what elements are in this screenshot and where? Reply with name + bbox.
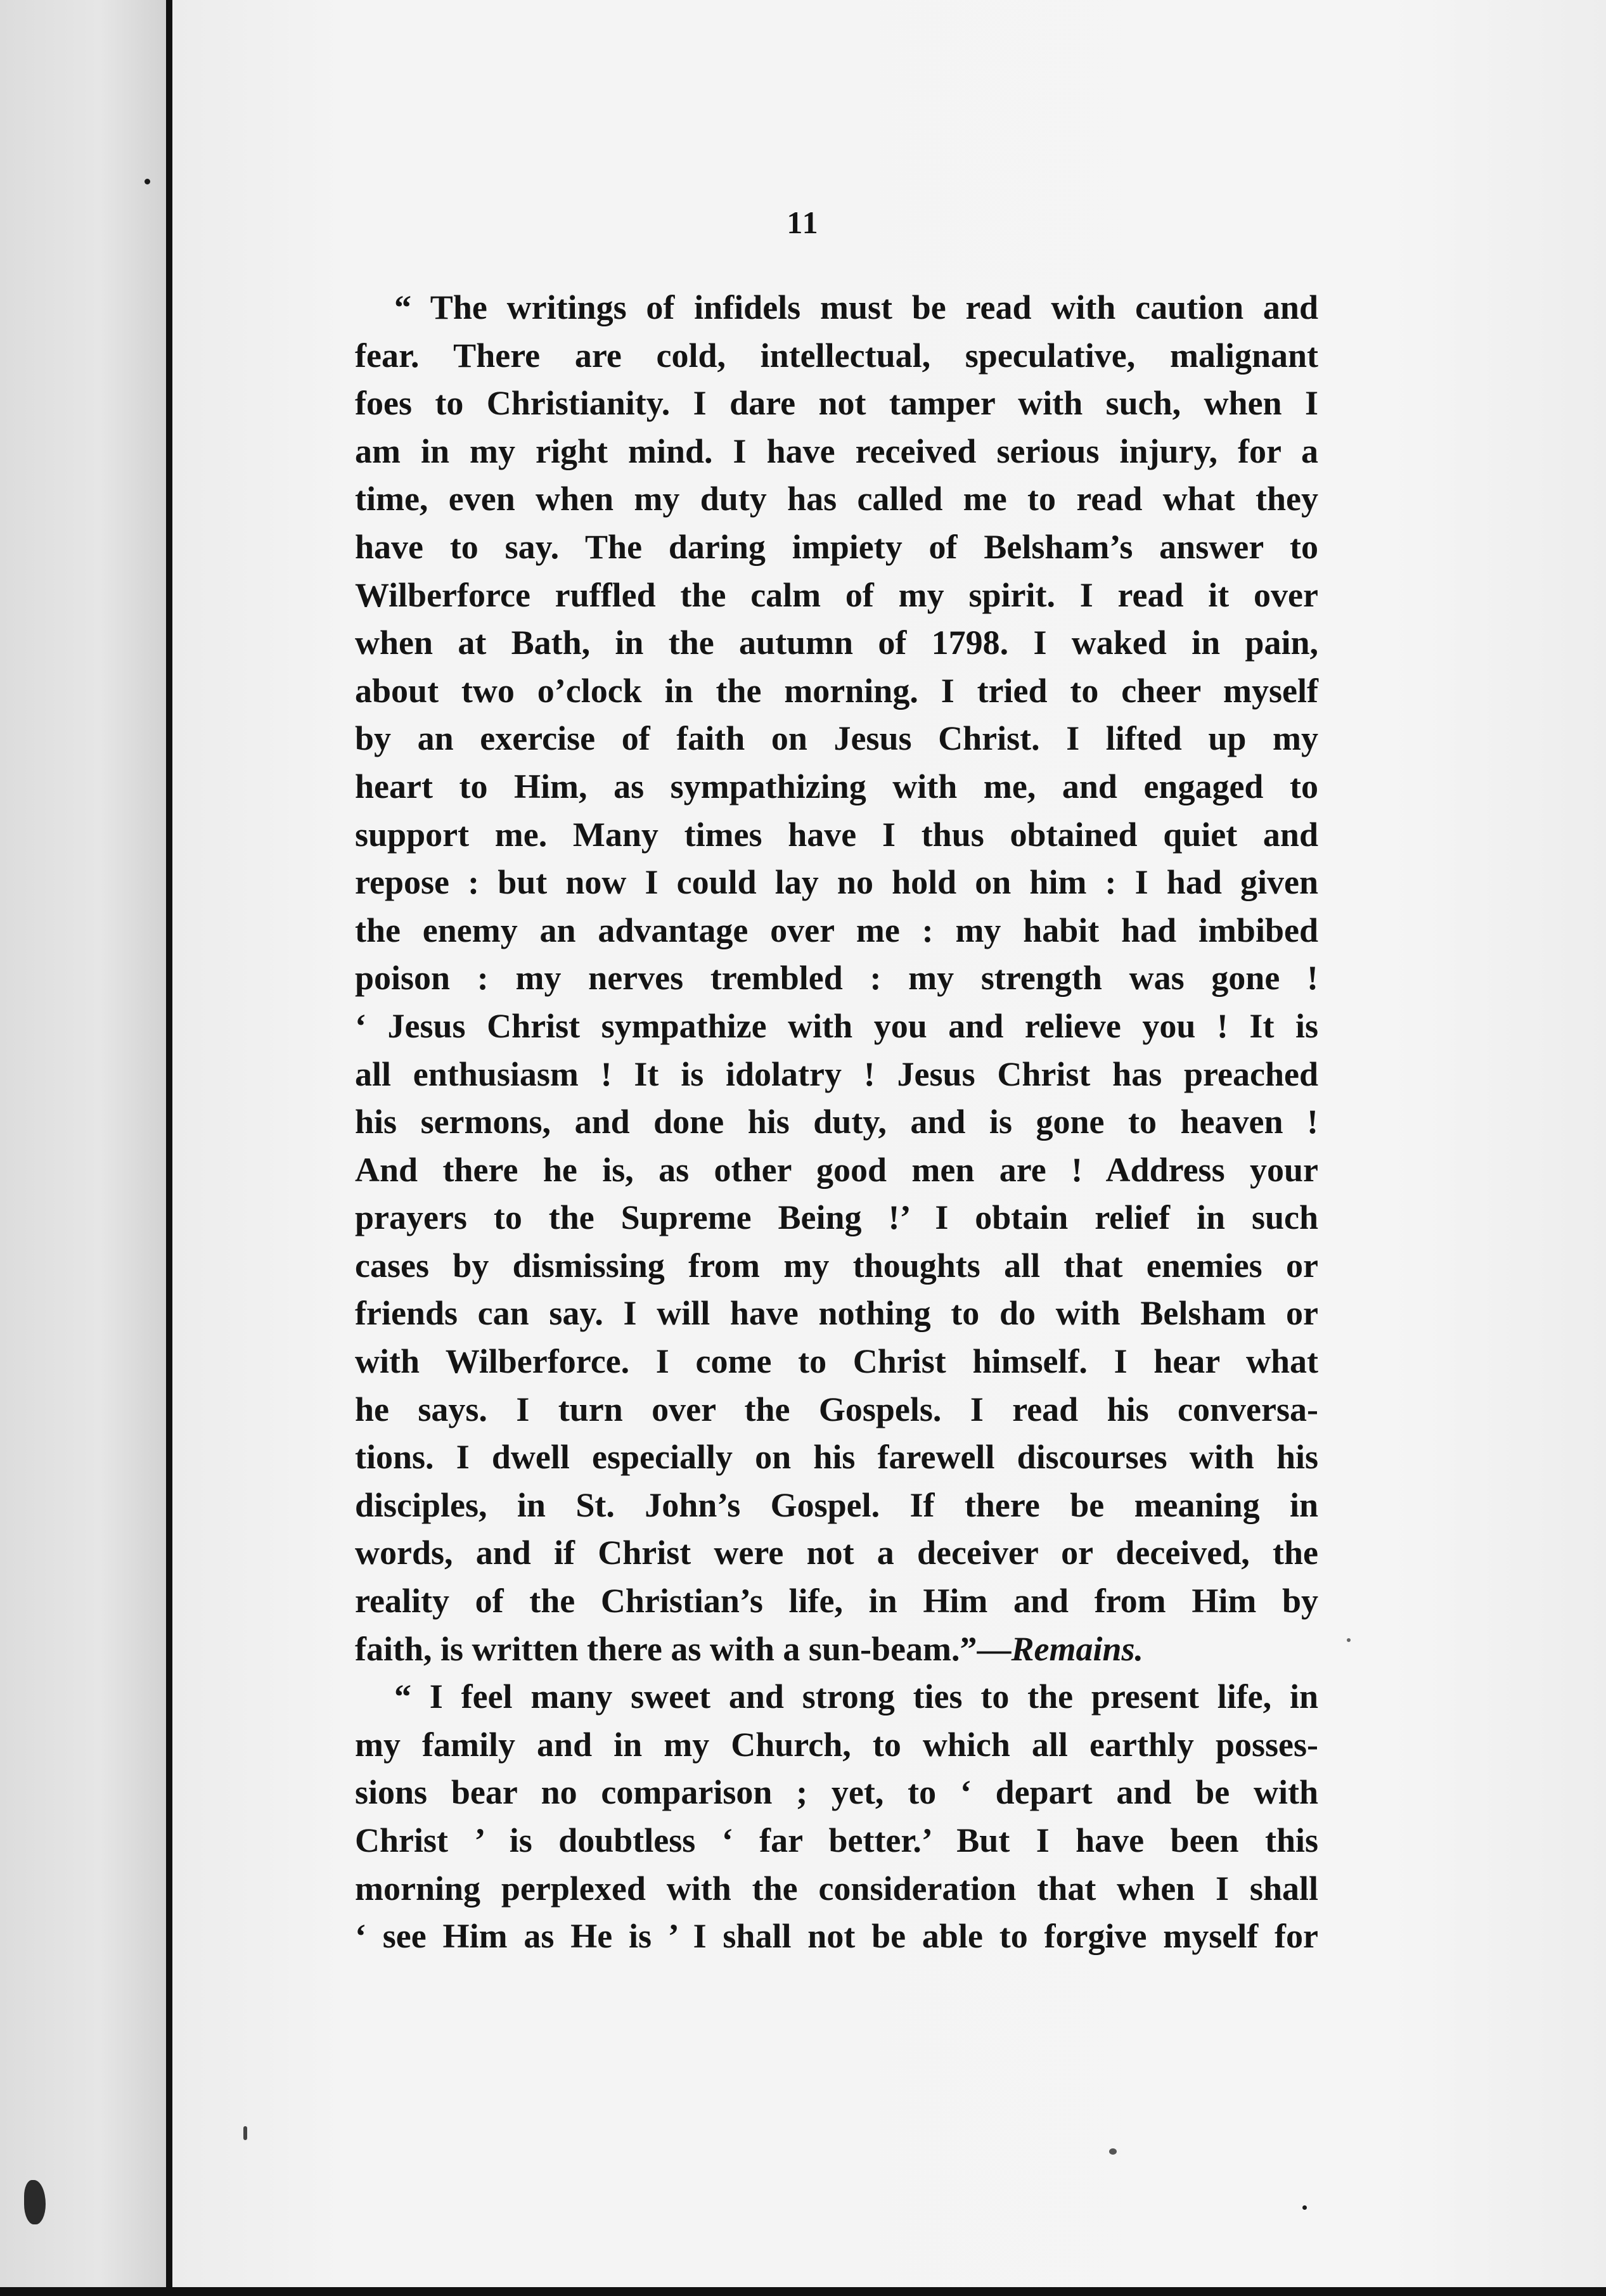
text-line: disciples, in St. John’s Gospel. If there be meaning in bbox=[355, 1485, 1318, 1524]
text-line: tions. I dwell especially on his farewell discourses with his bbox=[355, 1438, 1318, 1477]
scan-bottom-edge bbox=[0, 2287, 1606, 2296]
scan-speck bbox=[1347, 1638, 1351, 1642]
text-line: when at Bath, in the autumn of 1798. I waked in pain, bbox=[355, 624, 1318, 662]
text-line: time, even when my duty has called me to read what they bbox=[355, 480, 1318, 518]
text-line: reality of the Christian’s life, in Him and from Him by bbox=[355, 1582, 1318, 1620]
text-line: fear. There are cold, intellectual, speculative, malignant bbox=[355, 336, 1318, 375]
text-line: all enthusiasm ! It is idolatry ! Jesus Christ has preached bbox=[355, 1055, 1318, 1093]
binding-gutter bbox=[0, 0, 166, 2296]
text-line: morning perplexed with the consideration that when I shall bbox=[355, 1869, 1318, 1908]
text-line: friends can say. I will have nothing to do with Belsham or bbox=[355, 1294, 1318, 1333]
text-line: cases by dismissing from my thoughts all that enemies or bbox=[355, 1246, 1318, 1285]
text-line: about two o’clock in the morning. I tried to cheer myself bbox=[355, 671, 1318, 710]
page-fold-shadow bbox=[166, 0, 172, 2296]
text-line: he says. I turn over the Gospels. I read his conversa- bbox=[355, 1390, 1318, 1428]
text-line: heart to Him, as sympathizing with me, and engaged to bbox=[355, 767, 1318, 805]
text-line: prayers to the Supreme Being !’ I obtain relief in such bbox=[355, 1198, 1318, 1237]
text-line: Wilberforce ruffled the calm of my spirit. I read it over bbox=[355, 575, 1318, 614]
scan-speck bbox=[1109, 2148, 1117, 2155]
text-line: am in my right mind. I have received serious injury, for a bbox=[355, 432, 1318, 470]
text-line: poison : my nerves trembled : my strength was gone ! bbox=[355, 959, 1318, 997]
text-line: And there he is, as other good men are ! Address your bbox=[355, 1150, 1318, 1189]
text-line: Christ ’ is doubtless ‘ far better.’ But I have been this bbox=[355, 1821, 1318, 1859]
paragraph-2 bbox=[355, 1673, 1318, 1961]
text-line: sions bear no comparison ; yet, to ‘ depart and be with bbox=[355, 1773, 1318, 1812]
text-line: ‘ Jesus Christ sympathize with you and relieve you ! It is bbox=[355, 1006, 1318, 1045]
text-line: foes to Christianity. I dare not tamper with such, when I bbox=[355, 384, 1318, 423]
text-line: support me. Many times have I thus obtained quiet and bbox=[355, 815, 1318, 854]
text-line: by an exercise of faith on Jesus Christ. I lifted up my bbox=[355, 719, 1318, 758]
source-citation: Remains. bbox=[1011, 1629, 1144, 1668]
page-number: 11 bbox=[787, 205, 819, 240]
scan-speck bbox=[145, 179, 150, 184]
text-line: his sermons, and done his duty, and is gone to heaven ! bbox=[355, 1103, 1318, 1141]
scan-speck bbox=[243, 2126, 247, 2140]
text-line: my family and in my Church, to which all earthly posses- bbox=[355, 1725, 1318, 1764]
text-line: “ The writings of infidels must be read with caution and bbox=[394, 288, 1318, 326]
text-line-final bbox=[355, 1626, 1318, 1674]
text-line: words, and if Christ were not a deceiver or deceived, the bbox=[355, 1534, 1318, 1572]
text-line: have to say. The daring impiety of Belsham’s answer to bbox=[355, 527, 1318, 566]
text-line: repose : but now I could lay no hold on him : I had given bbox=[355, 863, 1318, 902]
text-line: ‘ see Him as He is ’ I shall not be able to forgive myself for bbox=[355, 1917, 1318, 1956]
scan-speck bbox=[1302, 2205, 1307, 2210]
text-line: with Wilberforce. I come to Christ himself. I hear what bbox=[355, 1342, 1318, 1381]
final-line-text: faith, is written there as with a sun-beam.”— bbox=[355, 1629, 1012, 1668]
text-line: the enemy an advantage over me : my habit had imbibed bbox=[355, 911, 1318, 949]
text-line: “ I feel many sweet and strong ties to the present life, in bbox=[394, 1677, 1318, 1716]
paragraph-1 bbox=[355, 284, 1318, 1673]
body-text bbox=[355, 284, 1318, 1961]
